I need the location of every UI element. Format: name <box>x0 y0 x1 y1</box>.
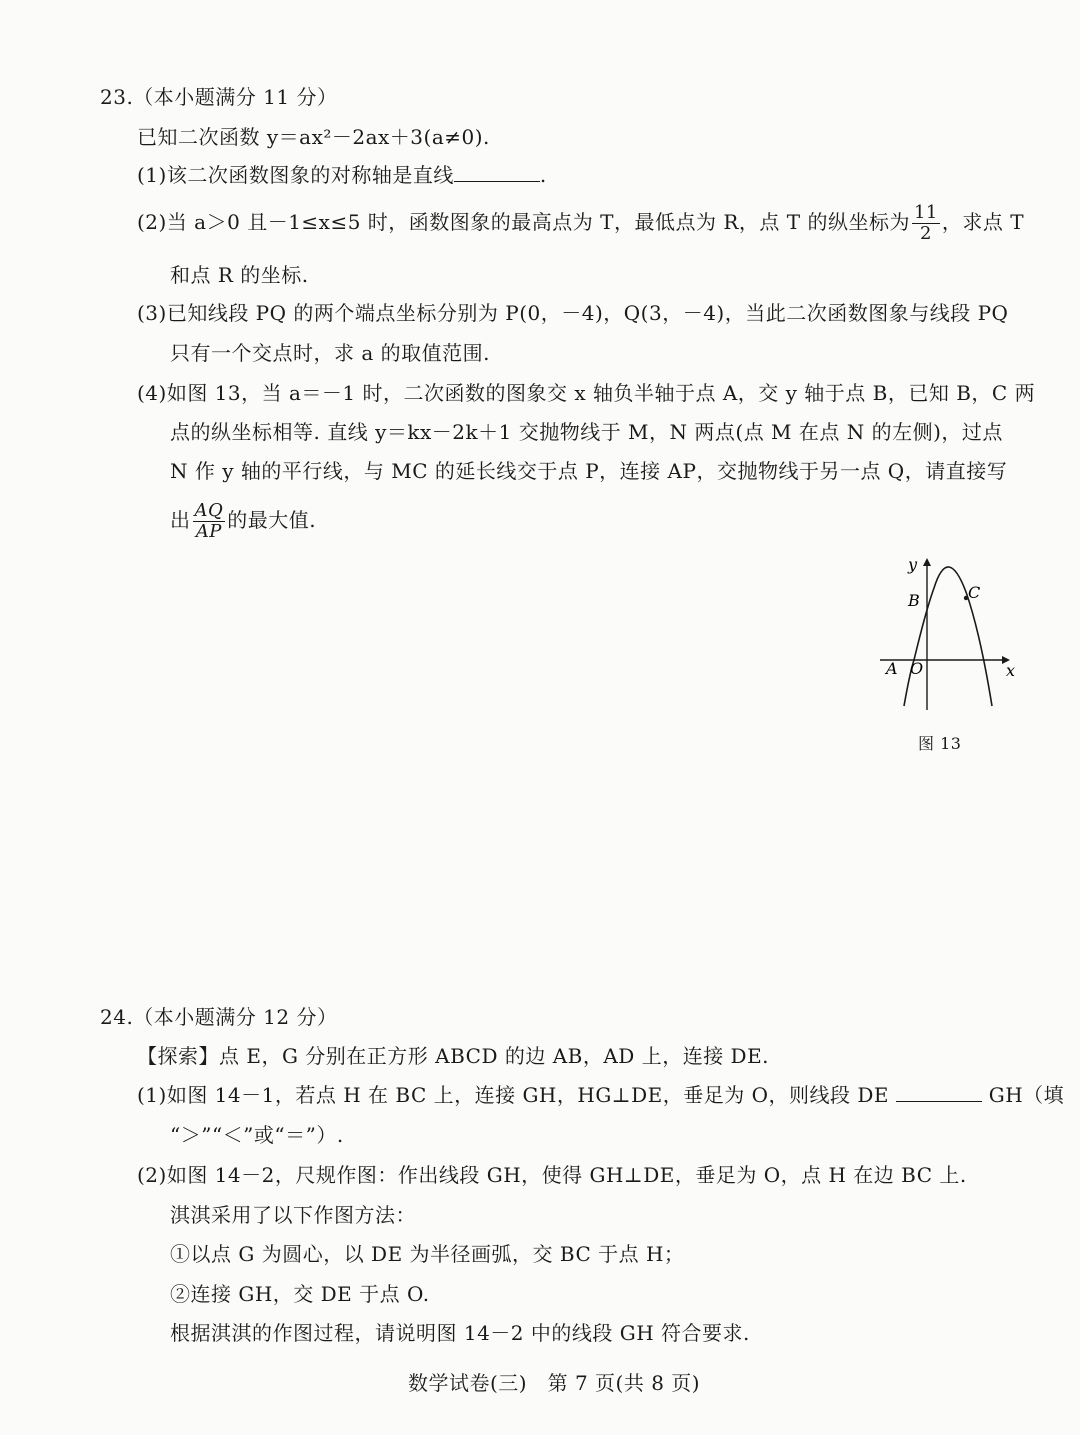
q24-part2-line5: 根据淇淇的作图过程，请说明图 14－2 中的线段 GH 符合要求. <box>170 1321 750 1345</box>
label-c: C <box>968 583 981 602</box>
q24-part1-text-a: (1)如图 14－1，若点 H 在 BC 上，连接 GH，HG⊥DE，垂足为 O，则线段 DE <box>137 1083 889 1107</box>
label-x: x <box>1006 661 1016 680</box>
figure-13-parabola <box>870 552 1030 752</box>
fraction-numerator: AQ <box>194 500 224 521</box>
q24-header: 24.（本小题满分 12 分） <box>100 1005 338 1029</box>
fraction-aq-ap <box>193 501 226 542</box>
q23-part4-text-post: 的最大值. <box>227 508 317 532</box>
answer-blank <box>454 163 540 182</box>
fraction-denominator: AP <box>195 521 222 542</box>
q24-part1-line1 <box>137 1082 1064 1108</box>
q23-part2-text-b: ，求点 T <box>941 210 1025 234</box>
page-footer: 数学试卷(三) 第 7 页(共 8 页) <box>408 1371 701 1395</box>
q23-part4-line2: 点的纵坐标相等. 直线 y＝kx－2k＋1 交抛物线于 M，N 两点(点 M 在点 N 的左侧)，过点 <box>170 420 1003 444</box>
label-o: O <box>910 659 924 678</box>
fraction-eleven-halves <box>912 203 940 244</box>
label-y: y <box>908 555 918 574</box>
q23-part1-end: . <box>539 163 547 187</box>
answer-blank <box>896 1083 982 1102</box>
q23-header: 23.（本小题满分 11 分） <box>100 85 338 109</box>
q23-part3-line2: 只有一个交点时，求 a 的取值范围. <box>170 341 490 365</box>
q23-part2-line2: 和点 R 的坐标. <box>170 263 309 287</box>
q23-part3-line1: (3)已知线段 PQ 的两个端点坐标分别为 P(0，－4)，Q(3，－4)，当此二次函数图象与线段 PQ <box>137 301 1009 325</box>
q23-part4-line3: N 作 y 轴的平行线，与 MC 的延长线交于点 P，连接 AP，交抛物线于另一点 Q，请直接写 <box>170 459 1008 483</box>
q24-part1-text-b: GH（填 <box>988 1083 1065 1107</box>
q23-part4-line1: (4)如图 13，当 a＝－1 时，二次函数的图象交 x 轴负半轴于点 A，交 y 轴于点 B，已知 B，C 两 <box>137 381 1036 405</box>
q23-part1 <box>137 162 547 188</box>
q23-part4-text-pre: 出 <box>170 508 191 532</box>
q23-part1-text: (1)该二次函数图象的对称轴是直线 <box>137 163 454 187</box>
fraction-denominator: 2 <box>919 223 932 244</box>
y-axis-arrow <box>923 558 931 566</box>
q24-part2-line1: (2)如图 14－2，尺规作图：作出线段 GH，使得 GH⊥DE，垂足为 O，点 H 在边 BC 上. <box>137 1163 967 1187</box>
label-b: B <box>908 591 920 610</box>
q24-part2-step2: ②连接 GH，交 DE 于点 O. <box>170 1282 430 1306</box>
q24-part1-line2: “＞”“＜”或“＝”）. <box>170 1123 344 1147</box>
label-a: A <box>886 659 898 678</box>
q23-part2-text-a: (2)当 a＞0 且－1≤x≤5 时，函数图象的最高点为 T，最低点为 R，点 T 的纵坐标为 <box>137 210 910 234</box>
q23-part2-line1 <box>137 202 1024 244</box>
q24-part2-step1: ①以点 G 为圆心，以 DE 为半径画弧，交 BC 于点 H； <box>170 1242 685 1266</box>
q24-part2-line2: 淇淇采用了以下作图方法： <box>170 1203 416 1227</box>
q23-stem: 已知二次函数 y＝ax²－2ax＋3(a≠0). <box>137 125 490 149</box>
fraction-numerator: 11 <box>913 202 938 223</box>
q23-part4-line4 <box>170 500 316 542</box>
q24-explore: 【探索】点 E，G 分别在正方形 ABCD 的边 AB，AD 上，连接 DE. <box>137 1044 770 1068</box>
figure-13-caption: 图 13 <box>918 734 962 753</box>
